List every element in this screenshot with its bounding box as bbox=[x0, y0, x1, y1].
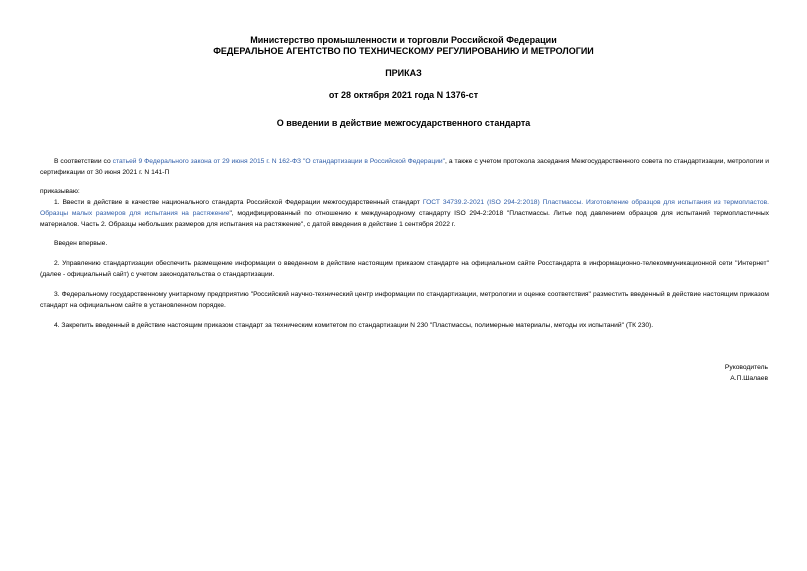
document-title: О введении в действие межгосударственного стандарта bbox=[276, 118, 531, 128]
item-1-text-after: ", модифицированный по отношению к международному стандарту ISO 294-2:2018 "Пластмассы. Литье под давлением образцов для испытаний термопластичных материалов. Часть 2. Образцы небольших размеров для испытания на растяжение", с датой введения в действие 1 сентября 2022 г. bbox=[40, 210, 769, 228]
first-time-note: Введен впервые. bbox=[54, 240, 108, 247]
item-2-paragraph: 2. Управлению стандартизации обеспечить размещение информации о введенном в действие настоящим приказом стандарте на официальном сайте Росстандарта в информационно-телекоммуникационной сети "Интернет" (далее - официальный сайт) с учетом законодательства о стандартизации. bbox=[40, 260, 769, 278]
item-1-paragraph bbox=[40, 197, 769, 230]
item-1-text-before: 1. Ввести в действие в качестве национального стандарта Российской Федерации межгосударственный стандарт bbox=[54, 199, 423, 206]
federal-law-link[interactable]: статьей 9 Федерального закона от 29 июня 2015 г. N 162-ФЗ "О стандартизации в Российской Федерации" bbox=[112, 158, 446, 165]
doc-type-heading: ПРИКАЗ bbox=[385, 68, 422, 78]
ministry-heading: Министерство промышленности и торговли Российской Федерации bbox=[250, 35, 557, 45]
order-word: приказываю: bbox=[40, 188, 80, 195]
standard-link[interactable]: ГОСТ 34739.2-2021 (ISO 294-2:2018) Пластмассы. Изготовление образцов для испытания из термопластов. Образцы малых размеров для испытания на растяжение bbox=[40, 199, 769, 217]
preamble-text-after: , а также с учетом протокола заседания Межгосударственного совета по стандартизации, метрологии и сертификации от 30 июня 2021 г. N 141-П bbox=[40, 158, 769, 176]
signature-position: Руководитель bbox=[724, 364, 768, 371]
date-number-heading: от 28 октября 2021 года N 1376-ст bbox=[328, 90, 479, 100]
preamble-text-before: В соответствии со bbox=[54, 158, 113, 165]
item-4-paragraph: 4. Закрепить введенный в действие настоящим приказом стандарт за техническим комитетом по стандартизации N 230 "Пластмассы, полимерные материалы, методы их испытаний" (ТК 230). bbox=[54, 322, 654, 329]
preamble-paragraph bbox=[40, 156, 769, 178]
agency-heading: ФЕДЕРАЛЬНОЕ АГЕНТСТВО ПО ТЕХНИЧЕСКОМУ РЕГУЛИРОВАНИЮ И МЕТРОЛОГИИ bbox=[213, 46, 594, 56]
signature-name: А.П.Шалаев bbox=[730, 375, 768, 382]
item-3-paragraph: 3. Федеральному государственному унитарному предприятию "Российский научно-технический центр информации по стандартизации, метрологии и оценке соответствия" разместить введенный в действие настоящим приказом стандарт на официальном сайте в установленном порядке. bbox=[40, 291, 769, 309]
